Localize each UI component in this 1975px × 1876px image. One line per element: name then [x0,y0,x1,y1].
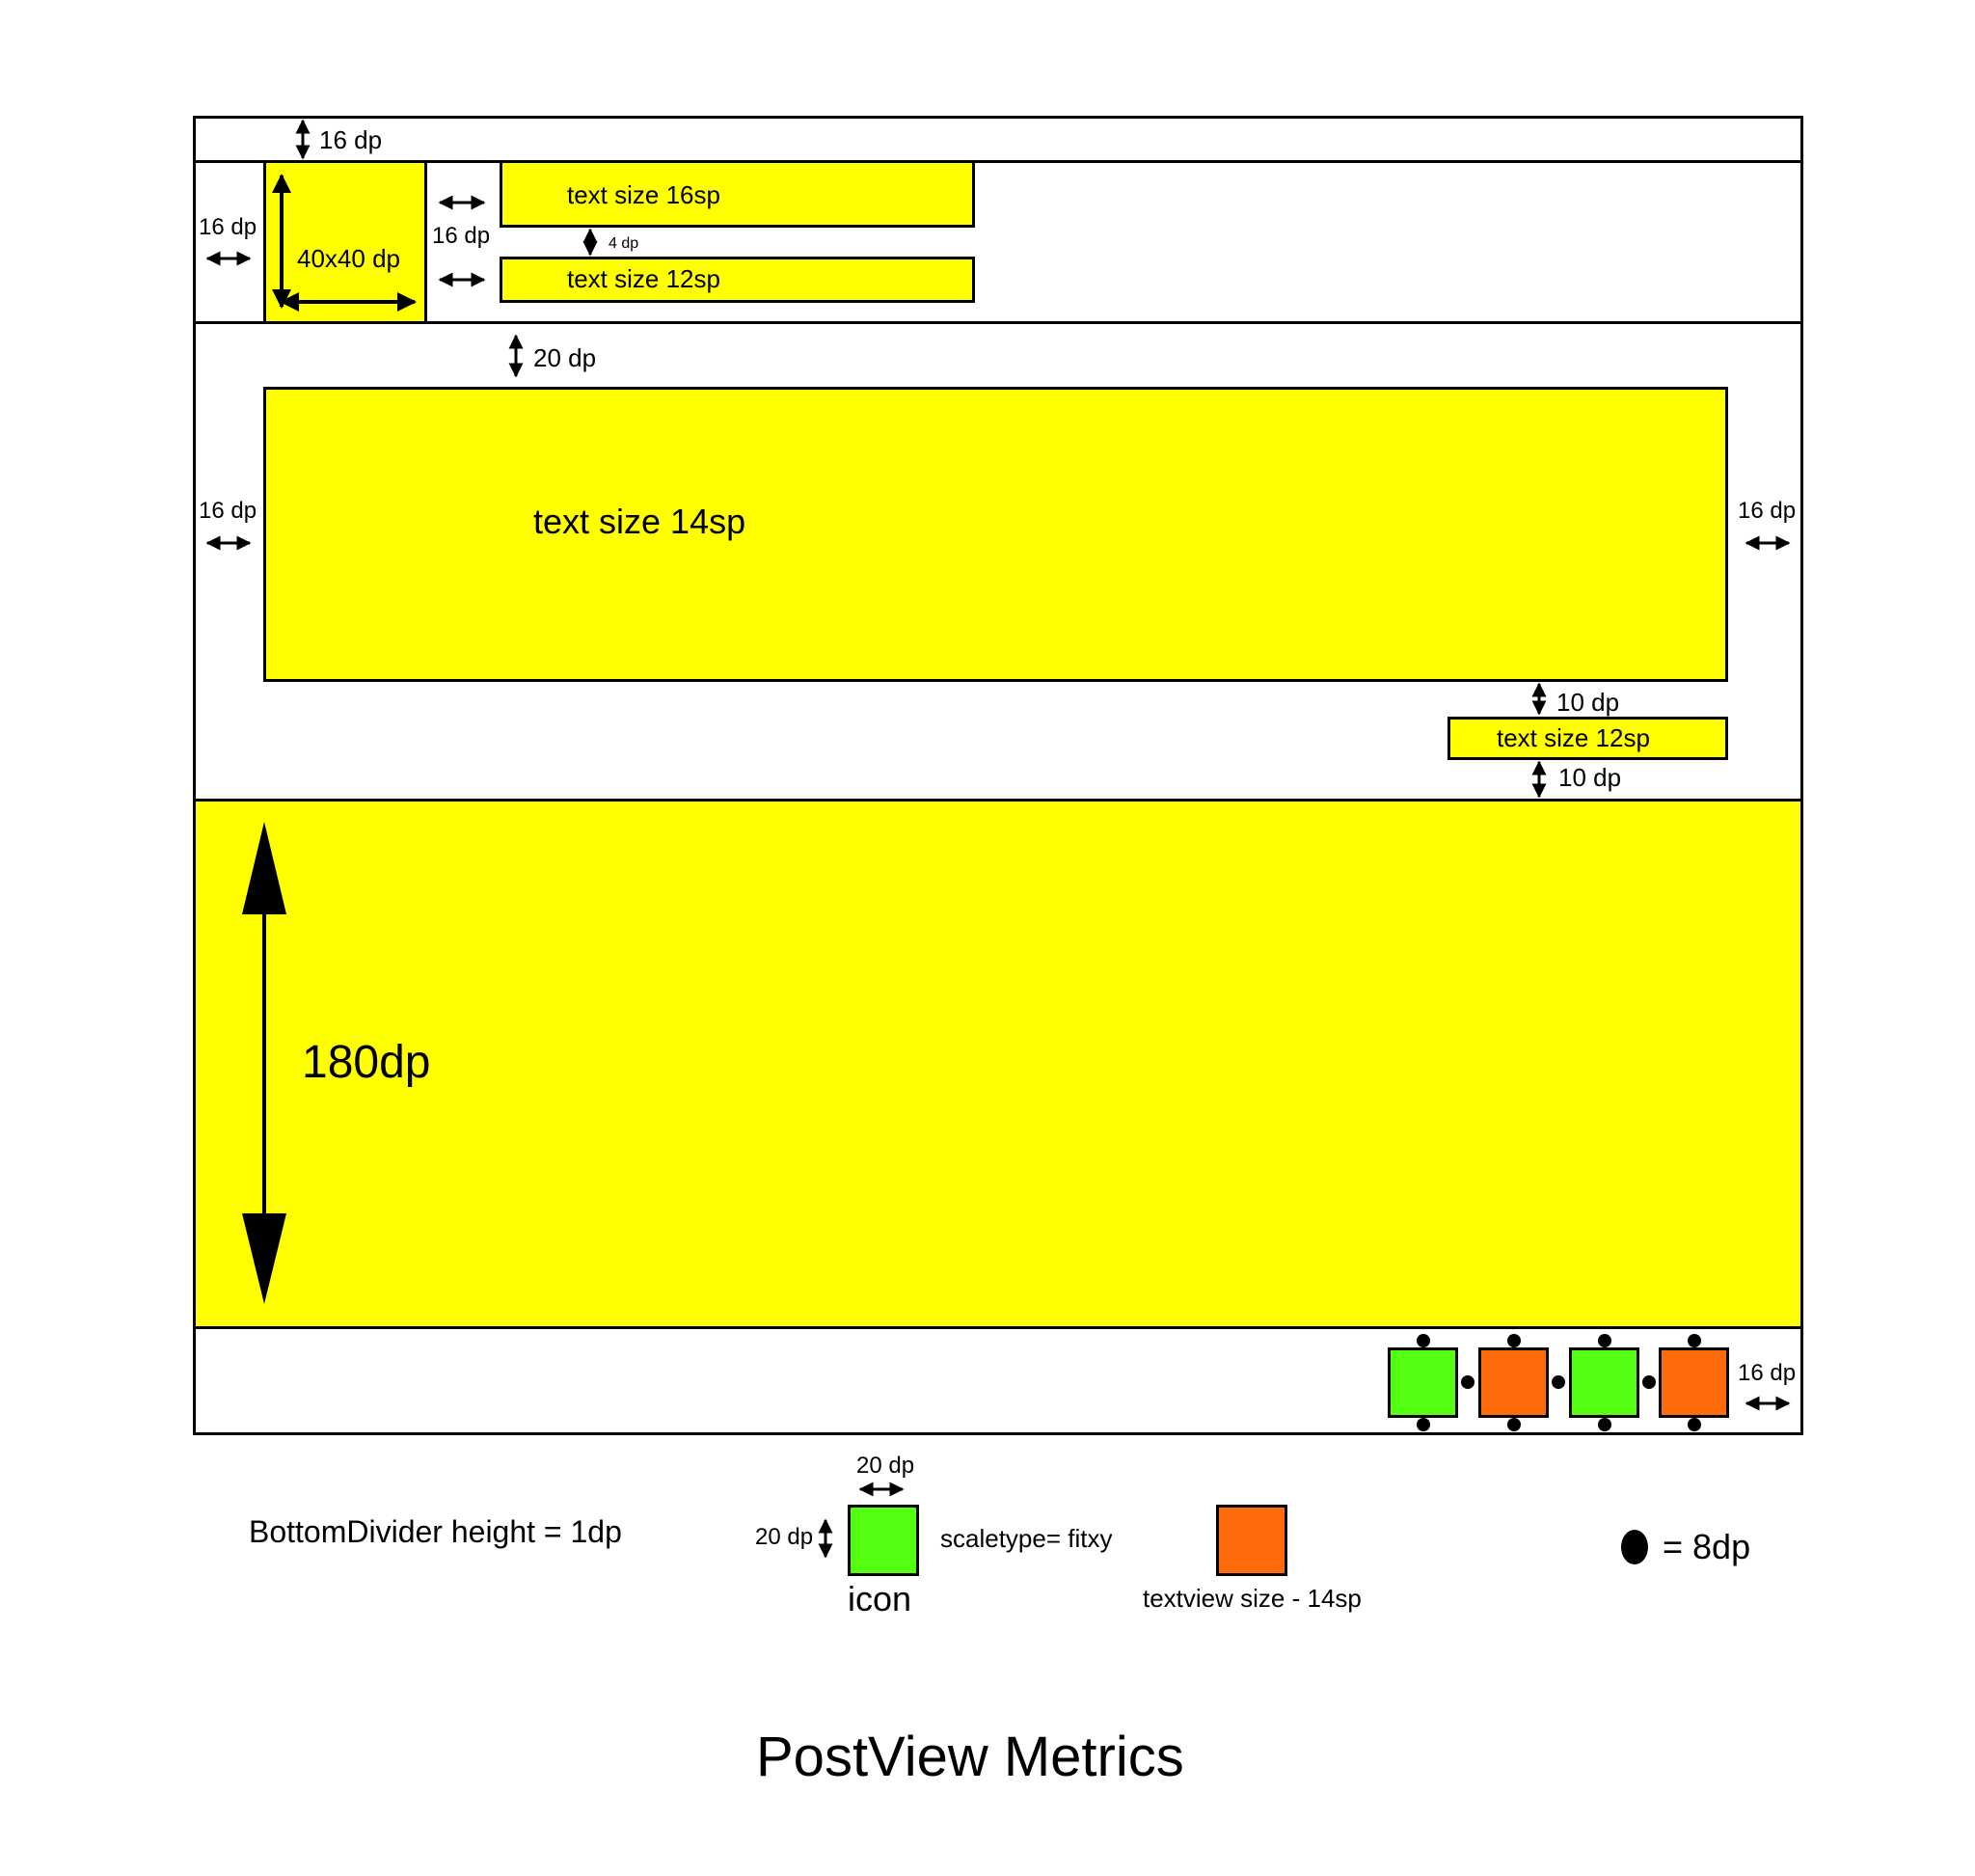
image-height-arrow-head-top [242,822,286,914]
legend-divider-note: BottomDivider height = 1dp [249,1514,622,1549]
title-text-label: text size 16sp [567,180,720,209]
title-gap-label: 4 dp [609,235,639,252]
meta-bottom-gap-label: 10 dp [1558,763,1622,792]
body-text-label: text size 14sp [533,502,746,541]
meta-text-label: text size 12sp [1497,723,1650,752]
content-top-padding-label: 20 dp [533,343,597,372]
meta-top-gap-label: 10 dp [1556,688,1620,717]
image-height-label: 180dp [302,1037,431,1088]
top-padding-label: 16 dp [319,125,383,154]
legend-textview-label: textview size - 14sp [1143,1584,1362,1613]
content-right-padding-label: 16 dp [1738,498,1797,524]
legend-icon-width-label: 20 dp [856,1453,915,1479]
avatar-gap-label: 16 dp [432,223,491,249]
legend-icon-height-label: 20 dp [755,1524,814,1550]
legend-scaletype-label: scaletype= fitxy [940,1524,1113,1553]
actions-right-padding-label: 16 dp [1738,1360,1797,1386]
page-title: PostView Metrics [756,1726,1184,1788]
legend-icon-label: icon [848,1579,912,1618]
left-padding-label: 16 dp [199,214,257,240]
avatar-size-label: 40x40 dp [297,244,400,273]
image-height-arrow-head-bottom [242,1213,286,1304]
subtitle-text-label: text size 12sp [567,264,720,293]
legend-dot-meaning: = 8dp [1663,1527,1751,1566]
content-left-padding-label: 16 dp [199,498,257,524]
